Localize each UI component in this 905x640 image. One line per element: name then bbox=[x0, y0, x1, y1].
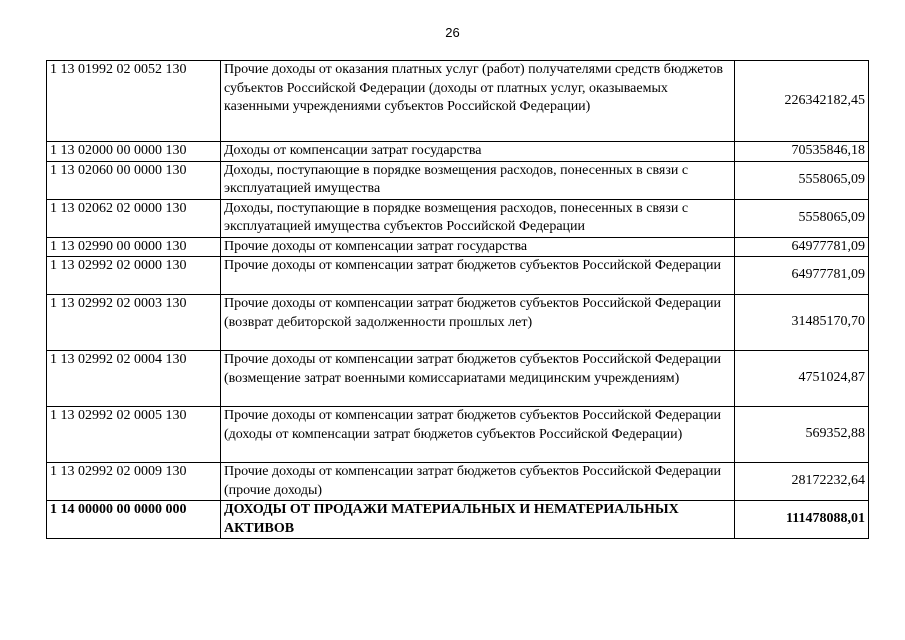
table-row-total bbox=[47, 501, 869, 539]
table-row bbox=[47, 161, 869, 199]
revenue-code: 1 13 02060 00 0000 130 bbox=[47, 161, 221, 199]
revenue-name: Прочие доходы от компенсации затрат бюджетов субъектов Российской Федерации (возмещение затрат военными комиссариатами медицинским учреждениям) bbox=[221, 351, 735, 407]
table-row bbox=[47, 257, 869, 295]
revenue-code: 1 13 02992 02 0000 130 bbox=[47, 257, 221, 295]
page-number: 26 bbox=[445, 25, 460, 40]
revenue-code: 1 13 02992 02 0004 130 bbox=[47, 351, 221, 407]
revenue-sum: 64977781,09 bbox=[735, 237, 869, 257]
revenue-sum: 64977781,09 bbox=[735, 257, 869, 295]
revenue-sum: 31485170,70 bbox=[735, 295, 869, 351]
table-row bbox=[47, 237, 869, 257]
revenue-code: 1 13 02000 00 0000 130 bbox=[47, 142, 221, 162]
revenue-name: Доходы от компенсации затрат государства bbox=[221, 142, 735, 162]
revenue-code: 1 13 02992 02 0009 130 bbox=[47, 463, 221, 501]
revenue-name: Прочие доходы от компенсации затрат бюджетов субъектов Российской Федерации bbox=[221, 257, 735, 295]
revenue-name: Доходы, поступающие в порядке возмещения расходов, понесенных в связи с эксплуатацией имущества субъектов Российской Федерации bbox=[221, 199, 735, 237]
revenue-table bbox=[46, 60, 869, 539]
revenue-name: Доходы, поступающие в порядке возмещения расходов, понесенных в связи с эксплуатацией имущества bbox=[221, 161, 735, 199]
revenue-name: Прочие доходы от оказания платных услуг (работ) получателями средств бюджетов субъектов Российской Федерации (доходы от платных услуг, оказываемых казенными учреждениями субъектов Российской Федерации) bbox=[221, 61, 735, 142]
table-row bbox=[47, 199, 869, 237]
revenue-code: 1 14 00000 00 0000 000 bbox=[47, 501, 221, 539]
revenue-code: 1 13 02062 02 0000 130 bbox=[47, 199, 221, 237]
revenue-name: Прочие доходы от компенсации затрат государства bbox=[221, 237, 735, 257]
revenue-sum: 226342182,45 bbox=[735, 61, 869, 142]
revenue-sum: 28172232,64 bbox=[735, 463, 869, 501]
revenue-name: ДОХОДЫ ОТ ПРОДАЖИ МАТЕРИАЛЬНЫХ И НЕМАТЕРИАЛЬНЫХ АКТИВОВ bbox=[221, 501, 735, 539]
table-row bbox=[47, 142, 869, 162]
revenue-name: Прочие доходы от компенсации затрат бюджетов субъектов Российской Федерации (прочие доходы) bbox=[221, 463, 735, 501]
table-row bbox=[47, 463, 869, 501]
revenue-sum: 111478088,01 bbox=[735, 501, 869, 539]
table-row bbox=[47, 351, 869, 407]
revenue-sum: 70535846,18 bbox=[735, 142, 869, 162]
revenue-sum: 4751024,87 bbox=[735, 351, 869, 407]
revenue-code: 1 13 01992 02 0052 130 bbox=[47, 61, 221, 142]
revenue-sum: 5558065,09 bbox=[735, 199, 869, 237]
revenue-sum: 5558065,09 bbox=[735, 161, 869, 199]
revenue-code: 1 13 02992 02 0003 130 bbox=[47, 295, 221, 351]
revenue-name: Прочие доходы от компенсации затрат бюджетов субъектов Российской Федерации (доходы от компенсации затрат бюджетов субъектов Российской Федерации) bbox=[221, 407, 735, 463]
revenue-code: 1 13 02990 00 0000 130 bbox=[47, 237, 221, 257]
revenue-code: 1 13 02992 02 0005 130 bbox=[47, 407, 221, 463]
table-row bbox=[47, 407, 869, 463]
table-row bbox=[47, 61, 869, 142]
table-row bbox=[47, 295, 869, 351]
revenue-name: Прочие доходы от компенсации затрат бюджетов субъектов Российской Федерации (возврат дебиторской задолженности прошлых лет) bbox=[221, 295, 735, 351]
revenue-sum: 569352,88 bbox=[735, 407, 869, 463]
